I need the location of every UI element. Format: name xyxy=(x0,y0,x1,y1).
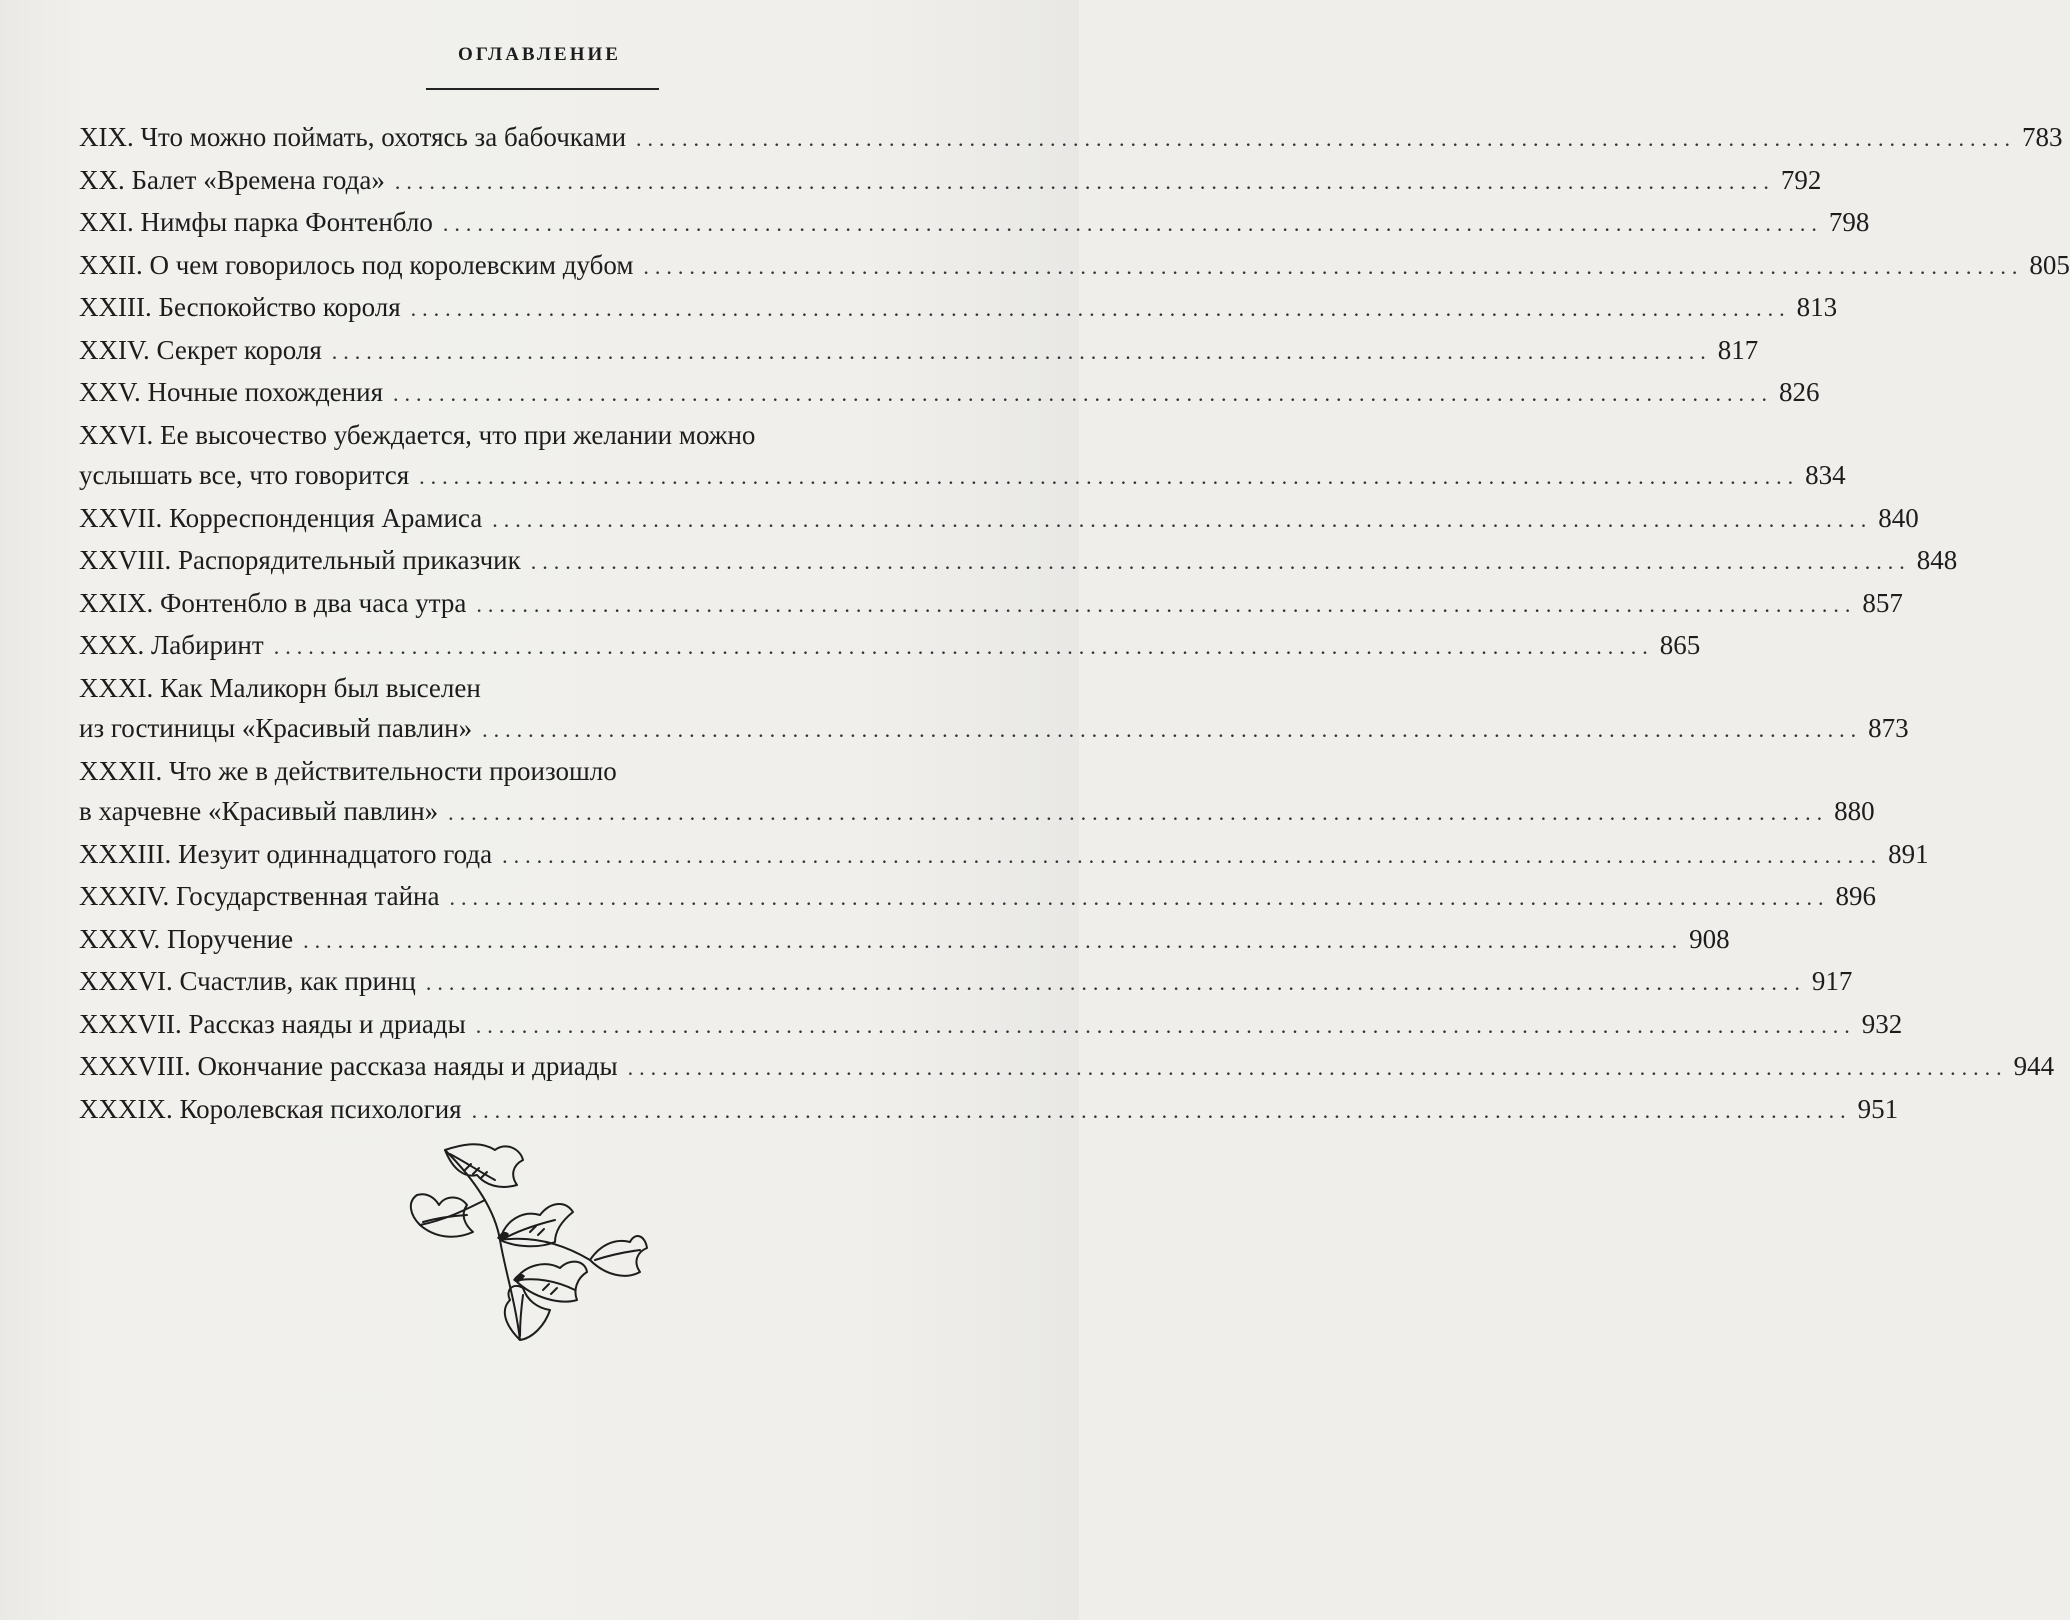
toc-entry xyxy=(79,245,2070,288)
toc-entry-title: XXXIX. Королевская психология xyxy=(79,1093,462,1124)
toc-page-number: 944 xyxy=(2013,1051,2055,1081)
toc-page-number: 865 xyxy=(1659,630,1701,660)
toc-entry xyxy=(79,498,1919,541)
toc-page-number: 817 xyxy=(1717,334,1759,365)
dot-leader: ........................................................................................................................ xyxy=(425,970,1806,995)
toc-page-number: 891 xyxy=(1888,838,1929,869)
floral-leaves-ornament-icon xyxy=(405,1140,650,1350)
toc-entry xyxy=(79,1046,2055,1089)
toc-entry-title: XXIV. Секрет короля xyxy=(79,334,322,365)
dot-leader: ........................................................................................................................ xyxy=(636,126,2017,151)
toc-entry xyxy=(79,751,1875,834)
toc-page-number: 896 xyxy=(1835,881,1876,911)
toc-entry-title: XXXIV. Государственная тайна xyxy=(79,881,440,911)
toc-entry-title: XXXV. Поручение xyxy=(79,923,294,954)
dot-leader: ........................................................................................................................ xyxy=(471,1097,1852,1123)
toc-page-number: 951 xyxy=(1857,1093,1899,1124)
dot-leader: ........................................................................................................................ xyxy=(492,506,1873,532)
dot-leader: ........................................................................................................................ xyxy=(643,253,2024,279)
toc-page-number: 805 xyxy=(2029,249,2070,280)
dot-leader: ........................................................................................................................ xyxy=(410,296,1791,321)
dot-leader: ........................................................................................................................ xyxy=(476,591,1857,617)
toc-entry-title: XXII. О чем говорилось под королевским дубом xyxy=(79,249,634,280)
toc-page-number: 857 xyxy=(1862,587,1903,618)
toc-page-number: 813 xyxy=(1796,292,1838,322)
toc-entry xyxy=(79,625,1701,668)
dot-leader: ........................................................................................................................ xyxy=(393,381,1773,406)
toc-page-number: 840 xyxy=(1878,502,1919,533)
running-head: ОГЛАВЛЕНИЕ xyxy=(458,44,621,65)
toc-entry-title: из гостиницы «Красивый павлин» xyxy=(79,713,473,743)
toc-entry xyxy=(79,834,1929,877)
toc-entry-title: XXIII. Беспокойство короля xyxy=(79,292,401,322)
toc-entry-title: XXXVI. Счастлив, как принц xyxy=(79,966,416,996)
toc-entry-title: XXVIII. Распорядительный приказчик xyxy=(79,545,521,575)
toc-entry xyxy=(79,415,1846,498)
toc-entry-title: XXXIII. Иезуит одиннадцатого года xyxy=(79,838,493,869)
toc-entry xyxy=(79,287,1838,330)
toc-page-number: 798 xyxy=(1828,207,1870,237)
toc-entry xyxy=(79,1089,1899,1132)
header-rule xyxy=(426,88,659,90)
toc-entry-title: услышать все, что говорится xyxy=(79,460,410,490)
toc-entry-title: XXX. Лабиринт xyxy=(79,630,264,660)
dot-leader: ........................................................................................................................ xyxy=(419,464,1800,489)
toc-entry-title-line: XXXII. Что же в действительности произошло xyxy=(79,755,617,786)
toc-page-number: 783 xyxy=(2022,122,2063,152)
toc-entry xyxy=(79,919,1730,962)
toc-page-number: 826 xyxy=(1779,377,1820,407)
table-of-contents xyxy=(79,117,2070,1131)
dot-leader: ........................................................................................................................ xyxy=(627,1055,2008,1080)
toc-entry-title: в харчевне «Красивый павлин» xyxy=(79,796,439,826)
toc-entry-title: XXVII. Корреспонденция Арамиса xyxy=(79,502,483,533)
toc-entry xyxy=(79,330,1759,373)
dot-leader: ........................................................................................................................ xyxy=(530,549,1911,574)
toc-entry xyxy=(79,1004,1903,1047)
toc-entry-title: XXXVIII. Окончание рассказа наяды и дриады xyxy=(79,1051,618,1081)
toc-page-number: 932 xyxy=(1861,1008,1903,1039)
toc-entry xyxy=(79,583,1903,626)
toc-entry-title: XXXVII. Рассказ наяды и дриады xyxy=(79,1008,466,1039)
toc-page-number: 834 xyxy=(1805,460,1846,490)
toc-entry xyxy=(79,961,1853,1004)
toc-page-number: 848 xyxy=(1916,545,1958,575)
dot-leader: ........................................................................................................................ xyxy=(442,211,1823,236)
toc-entry xyxy=(79,668,1909,751)
toc-entry-title: XX. Балет «Времена года» xyxy=(79,164,385,195)
toc-entry-title-line: XXVI. Ее высочество убеждается, что при желании можно xyxy=(79,419,756,450)
dot-leader: ........................................................................................................................ xyxy=(394,168,1775,194)
dot-leader: ........................................................................................................................ xyxy=(482,717,1863,742)
toc-entry xyxy=(79,117,2063,160)
toc-entry-title-line: XXXI. Как Маликорн был выселен xyxy=(79,672,481,703)
toc-page-number: 917 xyxy=(1811,966,1853,996)
toc-entry-title: XXI. Нимфы парка Фонтенбло xyxy=(79,207,433,237)
toc-entry xyxy=(79,160,1822,203)
dot-leader: ........................................................................................................................ xyxy=(331,338,1712,364)
toc-page-number: 908 xyxy=(1689,923,1730,954)
toc-page-number: 792 xyxy=(1780,164,1822,195)
toc-entry-title: XXV. Ночные похождения xyxy=(79,377,383,407)
toc-entry xyxy=(79,540,1958,583)
dot-leader: ........................................................................................................................ xyxy=(475,1012,1856,1038)
toc-entry xyxy=(79,876,1876,919)
dot-leader: ........................................................................................................................ xyxy=(502,842,1883,868)
toc-entry xyxy=(79,372,1820,415)
toc-entry-title: XIX. Что можно поймать, охотясь за бабочками xyxy=(79,122,627,152)
toc-page-number: 873 xyxy=(1868,713,1909,743)
dot-leader: ........................................................................................................................ xyxy=(449,885,1830,910)
dot-leader: ........................................................................................................................ xyxy=(273,634,1654,659)
dot-leader: ........................................................................................................................ xyxy=(448,800,1829,825)
toc-page-number: 880 xyxy=(1834,796,1875,826)
dot-leader: ........................................................................................................................ xyxy=(303,927,1684,953)
toc-entry-title: XXIX. Фонтенбло в два часа утра xyxy=(79,587,467,618)
toc-entry xyxy=(79,202,1870,245)
